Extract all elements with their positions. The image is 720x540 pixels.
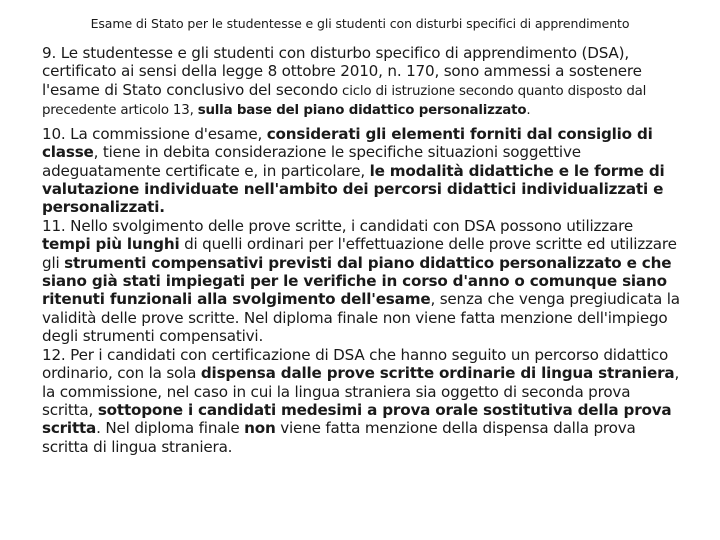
p9-text-a: 9. Le studentesse e gli studenti con disturbo specifico di apprendimento (DSA), certificato ai sensi della legge 8 ottobre 2010, n. 170, sono ammessi a sostenere l'esame di Stato conclusivo del secondo <box>42 44 642 99</box>
paragraph-12 <box>42 346 682 456</box>
p11-text-bold-2: strumenti compensativi previsti dal piano didattico personalizzato e che siano già stati impiegati per le verifiche in corso d'anno o comunque siano ritenuti funzionali alla svolgimento dell'esame <box>42 253 672 309</box>
p10-text-bold-2: le modalità didattiche e le forme di valutazione individuate nell'ambito dei percorsi didattici individualizzati e personalizzati. <box>42 161 665 217</box>
p11-text-bold-1: tempi più lunghi <box>42 235 180 254</box>
p9-text-b: ciclo di istruzione secondo quanto disposto dal precedente articolo 13, <box>42 83 647 118</box>
paragraph-11 <box>42 217 682 346</box>
p12-text-bold-2: sottopone i candidati medesimi a prova orale sostitutiva della prova scritta <box>42 400 672 438</box>
p11-text-c: di quelli ordinari per l'effettuazione delle prove scritte ed utilizzare gli <box>42 235 677 272</box>
p12-text-bold-3: non <box>244 419 276 438</box>
p11-text-a: 11. Nello svolgimento delle prove scritte, i candidati con DSA possono utilizzare <box>42 216 633 235</box>
p10-text-bold-1: considerati gli elementi forniti dal consiglio di classe <box>42 124 653 162</box>
p12-text-a: 12. Per i candidati con certificazione di DSA che hanno seguito un percorso didattico ordinario, con la sola <box>42 345 669 383</box>
p10-text-c: , tiene in debita considerazione le specifiche situazioni soggettive adeguatamente certificate e, in particolare, <box>42 143 581 180</box>
p9-text-end: . <box>526 102 531 118</box>
paragraph-9 <box>42 44 682 119</box>
p11-text-e: , senza che venga pregiudicata la validità delle prove scritte. Nel diploma finale non viene fatta menzione dell'impiego degli strumenti compensativi. <box>42 290 680 346</box>
p12-text-e: . Nel diploma finale <box>96 419 245 438</box>
p10-text-a: 10. La commissione d'esame, <box>42 124 267 143</box>
p12-text-bold-1: dispensa dalle prove scritte ordinarie di lingua straniera <box>200 364 675 383</box>
paragraph-10 <box>42 125 682 217</box>
slide-title: Esame di Stato per le studentesse e gli studenti con disturbi specifici di apprendimento <box>90 16 630 31</box>
p12-text-c: , la commissione, nel caso in cui la lingua straniera sia oggetto di seconda prova scritta, <box>42 364 680 419</box>
slide-body <box>42 44 682 456</box>
p9-text-bold: sulla base del piano didattico personalizzato <box>197 102 527 118</box>
p12-text-g: viene fatta menzione della dispensa dalla prova scritta di lingua straniera. <box>42 419 636 456</box>
